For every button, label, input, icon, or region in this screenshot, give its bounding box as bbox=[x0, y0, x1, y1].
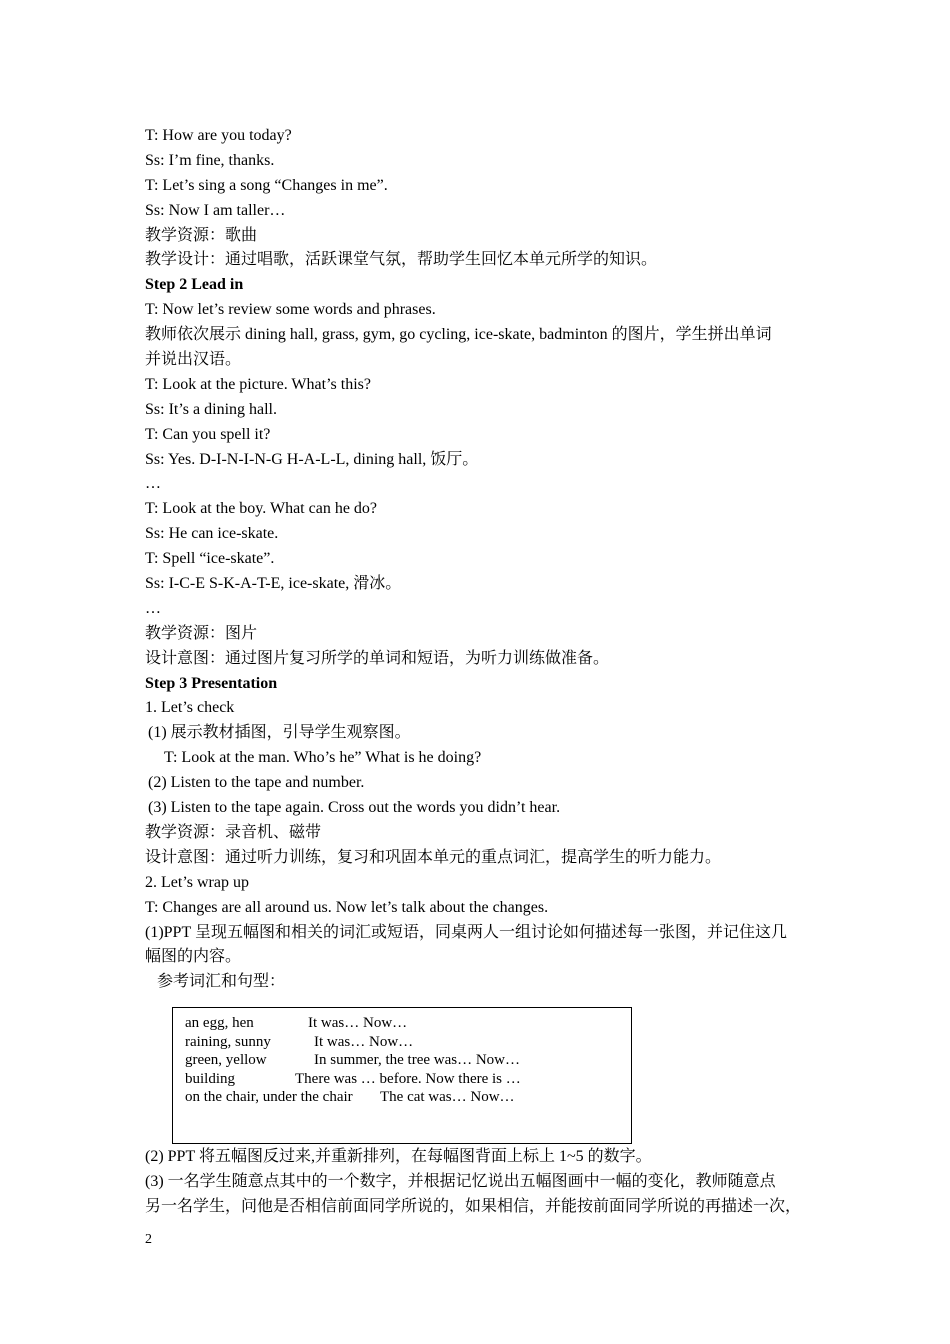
page-number: 2 bbox=[145, 1232, 152, 1247]
document-body bbox=[145, 124, 815, 995]
dialogue-line: T: Now let’s review some words and phrases. bbox=[145, 301, 436, 319]
reference-pattern: The cat was… Now… bbox=[380, 1089, 515, 1105]
activity-heading: 2. Let’s wrap up bbox=[145, 873, 249, 891]
dialogue-line: Ss: I-C-E S-K-A-T-E, ice-skate, 滑冰。 bbox=[145, 575, 402, 593]
activity-step: 另一名学生，问他是否相信前面同学所说的，如果相信，并能按前面同学所说的再描述一次， bbox=[145, 1197, 802, 1215]
instruction-line: 教师依次展示 dining hall, grass, gym, go cycling, ice-skate, badminton 的图片，学生拼出单词 bbox=[145, 326, 772, 344]
reference-row bbox=[185, 1088, 631, 1107]
reference-row bbox=[185, 1014, 631, 1033]
reference-row bbox=[185, 1051, 631, 1070]
reference-pattern: It was… Now… bbox=[314, 1033, 414, 1050]
reference-vocab: raining, sunny bbox=[185, 1033, 271, 1050]
activity-step: (1)PPT 呈现五幅图和相关的词汇或短语，同桌两人一组讨论如何描述每一张图，并记住这几 bbox=[145, 923, 787, 941]
document-body-continued bbox=[145, 1145, 815, 1220]
reference-pattern: There was … before. Now there is … bbox=[295, 1070, 521, 1087]
reference-vocab: building bbox=[185, 1070, 236, 1087]
activity-step: (2) Listen to the tape and number. bbox=[148, 774, 365, 792]
dialogue-line: Ss: It’s a dining hall. bbox=[145, 400, 277, 418]
activity-step: 幅图的内容。 bbox=[145, 948, 242, 966]
reference-box bbox=[172, 1007, 632, 1144]
activity-step: (1) 展示教材插图，引导学生观察图。 bbox=[148, 724, 411, 742]
dialogue-line: T: Look at the picture. What’s this? bbox=[145, 375, 371, 393]
step-heading: Step 3 Presentation bbox=[145, 674, 278, 692]
reference-vocab: green, yellow bbox=[185, 1052, 267, 1068]
reference-row bbox=[185, 1070, 631, 1089]
dialogue-line: T: Changes are all around us. Now let’s talk about the changes. bbox=[145, 898, 549, 916]
resource-note: 教学资源：图片 bbox=[145, 624, 258, 642]
resource-note: 教学资源：录音机、磁带 bbox=[145, 823, 322, 841]
design-note: 设计意图：通过图片复习所学的单词和短语，为听力训练做准备。 bbox=[145, 649, 610, 667]
design-note: 教学设计：通过唱歌，活跃课堂气氛，帮助学生回忆本单元所学的知识。 bbox=[145, 251, 658, 269]
dialogue-line: T: Look at the boy. What can he do? bbox=[145, 500, 378, 518]
reference-row bbox=[185, 1033, 631, 1052]
ellipsis-line: … bbox=[145, 599, 161, 617]
dialogue-line: Ss: He can ice-skate. bbox=[145, 525, 279, 543]
activity-step: (3) Listen to the tape again. Cross out the words you didn’t hear. bbox=[148, 799, 561, 817]
dialogue-line: T: Can you spell it? bbox=[145, 425, 271, 443]
activity-step: (2) PPT 将五幅图反过来,并重新排列，在每幅图背面上标上 1~5 的数字。 bbox=[145, 1148, 652, 1165]
activity-heading: 1. Let’s check bbox=[145, 699, 235, 717]
dialogue-line: T: Spell “ice-skate”. bbox=[145, 550, 275, 568]
dialogue-line: T: How are you today? bbox=[145, 127, 292, 144]
resource-note: 教学资源：歌曲 bbox=[145, 226, 258, 244]
step-heading: Step 2 Lead in bbox=[145, 276, 244, 294]
reference-vocab: on the chair, under the chair bbox=[185, 1089, 353, 1105]
activity-step: (3) 一名学生随意点其中的一个数字，并根据记忆说出五幅图画中一幅的变化，教师随意点 bbox=[145, 1172, 776, 1190]
reference-pattern: It was… Now… bbox=[308, 1015, 408, 1031]
design-note: 设计意图：通过听力训练，复习和巩固本单元的重点词汇，提高学生的听力能力。 bbox=[145, 848, 722, 866]
reference-vocab: an egg, hen bbox=[185, 1015, 254, 1031]
dialogue-line: T: Let’s sing a song “Changes in me”. bbox=[145, 176, 388, 194]
reference-pattern: In summer, the tree was… Now… bbox=[314, 1052, 521, 1068]
reference-caption: 参考词汇和句型： bbox=[157, 973, 286, 991]
ellipsis-line: … bbox=[145, 475, 161, 493]
instruction-line: 并说出汉语。 bbox=[145, 351, 242, 369]
dialogue-line: Ss: I’m fine, thanks. bbox=[145, 151, 275, 169]
dialogue-line: Ss: Now I am taller… bbox=[145, 201, 286, 219]
dialogue-line: T: Look at the man. Who’s he” What is he doing? bbox=[164, 749, 482, 767]
dialogue-line: Ss: Yes. D-I-N-I-N-G H-A-L-L, dining hall, 饭厅。 bbox=[145, 450, 479, 468]
